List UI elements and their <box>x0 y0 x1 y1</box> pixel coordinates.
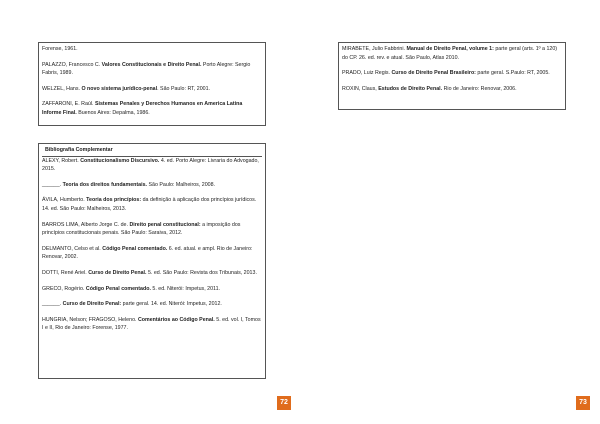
reference-entry: BARROS LIMA, Alberto Jorge C. de. Direito penal constitucional: a imposição dos princípios constitucionais penais. São Paulo: Saraiva, 2012. <box>42 221 241 237</box>
reference-entry: PRADO, Luiz Regis. Curso de Direito Penal Brasileiro: parte geral. S.Paulo: RT, 2005. <box>342 70 550 77</box>
reference-entry: ______. Teoria dos direitos fundamentais. São Paulo: Malheiros, 2008. <box>42 181 216 188</box>
reference-entry: ______. Curso de Direito Penal: parte geral. 14. ed. Niterói: Impetus, 2012. <box>42 301 222 308</box>
reference-entry: MIRABETE, Julio Fabbrini. Manual de Direito Penal, volume 1: parte geral (arts. 1º a 120) do CP. 26. ed. rev. e atual. São Paulo, Atlas 2010. <box>342 46 558 61</box>
reference-entry: ZAFFARONI, E. Raúl. Sistemas Penales y Derechos Humanos en America Latina Informe Final. Buenos Aires: Depalma, 1986. <box>42 101 243 116</box>
reference-entry: DOTTI, René Ariel. Curso de Direito Penal. 5. ed. São Paulo: Revista dos Tribunais, 2013. <box>42 269 257 276</box>
reference-entry: Forense, 1961. <box>42 46 78 52</box>
reference-entry: PALAZZO, Francesco C. Valores Constitucionais e Direito Penal. Porto Alegre: Sergio Fabris, 1989. <box>42 61 251 77</box>
left-reference-box <box>38 42 266 126</box>
right-reference-box <box>338 42 566 110</box>
reference-entry: DELMANTO, Celso et al. Código Penal comentado. 6. ed. atual. e ampl. Rio de Janeiro: Renovar, 2002. <box>42 245 253 261</box>
reference-entry: ALEXY, Robert. Constitucionalismo Discursivo. 4. ed. Porto Alegre: Livraria do Advogado, 2015. <box>42 157 259 173</box>
page-number-left: 72 <box>277 396 291 410</box>
reference-entry: ROXIN, Claus, Estudos de Direito Penal. Rio de Janeiro: Renovar, 2006. <box>342 85 517 92</box>
complementary-bibliography-box <box>38 143 266 379</box>
page-number-right: 73 <box>576 396 590 410</box>
section-heading: Bibliografia Complementar <box>42 146 262 157</box>
reference-entry: WELZEL, Hans. O novo sistema jurídico-penal. São Paulo: RT, 2001. <box>42 85 211 92</box>
reference-entry: ÁVILA, Humberto. Teoria dos princípios: da definição à aplicação dos princípios jurídicos. 14. ed. São Paulo: Malheiros, 2013. <box>42 197 257 212</box>
reference-entry: HUNGRIA, Nelson; FRAGOSO, Heleno. Comentários ao Código Penal. 5. ed. vol. I, Tomos I e II, Rio de Janeiro: Forense, 1977. <box>42 316 261 332</box>
reference-entry: GRECO, Rogério. Código Penal comentado. 5. ed. Niterói: Impetus, 2011. <box>42 285 221 292</box>
